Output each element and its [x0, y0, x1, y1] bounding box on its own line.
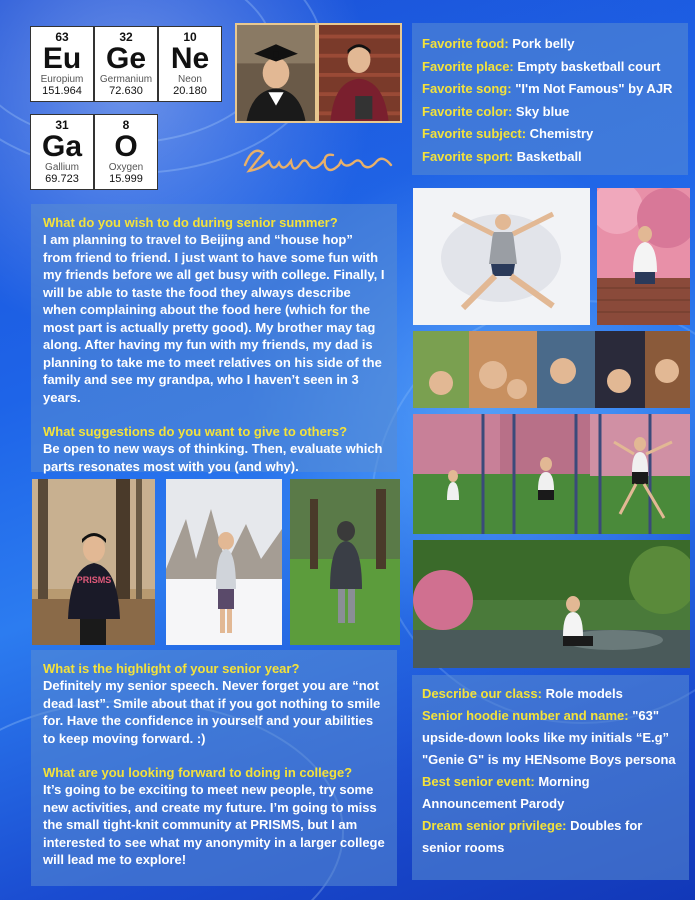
- element-tile-ga: [30, 114, 94, 190]
- autumn-forest-photo: [32, 479, 155, 645]
- qa-panel-bottom: [31, 650, 397, 886]
- favorite-sport: Favorite sport: Basketball: [422, 148, 582, 164]
- element-name: Oxygen: [108, 162, 144, 173]
- qa-panel-top: [31, 204, 397, 472]
- favorite-food: Favorite food: Pork belly: [422, 36, 575, 51]
- favorite-color: Favorite color: Sky blue: [422, 103, 570, 119]
- hoodie-number-name: Senior hoodie number and name: "63" upside-down looks like my initials “E.g” "Genie G" is my HENsome Boys persona: [422, 708, 676, 767]
- element-symbol: Ne: [170, 42, 210, 75]
- element-symbol: Ge: [105, 42, 147, 75]
- favorite-place: Favorite place: Empty basketball court: [422, 58, 661, 74]
- signature-graphic: [235, 135, 405, 190]
- graduation-photo: [235, 23, 317, 123]
- friends-selfie-collage: [413, 331, 690, 408]
- element-tile-ne: [158, 26, 222, 102]
- maroon-shirt-photo: [317, 23, 402, 123]
- swing-photo-3: [590, 414, 690, 534]
- element-name: Germanium: [99, 74, 153, 85]
- element-mass: 20.180: [173, 85, 207, 97]
- element-symbol: Eu: [42, 42, 82, 75]
- element-name: Neon: [178, 74, 202, 85]
- favorite-subject: Favorite subject: Chemistry: [422, 126, 594, 141]
- cherry-blossom-photo: [597, 188, 690, 325]
- element-mass: 151.964: [42, 85, 82, 97]
- garden-pond-photo: [413, 540, 690, 668]
- dream-senior-privilege: Dream senior privilege: Doubles for senior rooms: [422, 818, 643, 855]
- element-name: Gallium: [45, 162, 79, 173]
- shirt-text: PRISMS: [76, 575, 112, 585]
- favorite-song: Favorite song: "I'm Not Famous" by AJR: [422, 81, 673, 96]
- best-senior-event: Best senior event: Morning Announcement Parody: [422, 774, 590, 811]
- element-tile-ge: [94, 26, 158, 102]
- element-mass: 72.630: [109, 85, 143, 97]
- element-number: 8: [122, 118, 130, 132]
- element-tile-o: [94, 114, 158, 190]
- element-name: Europium: [40, 74, 84, 85]
- snow-photo: [166, 479, 282, 645]
- swing-photo-1: [413, 414, 500, 534]
- answer-suggestions: Be open to new ways of thinking. Then, evaluate which parts resonates most with you (and why).: [43, 441, 383, 474]
- element-symbol: O: [114, 130, 138, 163]
- answer-college: It’s going to be exciting to meet new people, try some new activities, and create my future. I’m going to miss the small tight-knit community at PRISMS, but I am interested to see what my anonymity in a larger college will lead me to explore!: [43, 782, 385, 867]
- swing-photo-2: [500, 414, 590, 534]
- element-symbol: Ga: [41, 130, 83, 163]
- favorites-panel: [412, 23, 688, 175]
- question-college: What are you looking forward to doing in college?: [43, 765, 353, 780]
- answer-senior-summer: I am planning to travel to Beijing and “house hop” from friend to friend. I just want to have some fun with my friends before we all get busy with college. Finally, I will be able to taste the food they always describe when complaining about the food here (which for the most part is actually pretty good). My brother may tag along. After having my fun with my friends, my dad is planning to take me to meet relatives on his side of the family and see my grandpa, who I haven’t seen in 3 years.: [43, 232, 385, 405]
- snow-angel-photo: [413, 188, 590, 325]
- class-info-panel: [412, 675, 689, 880]
- class-description: Describe our class: Role models: [422, 686, 623, 701]
- element-number: 31: [55, 118, 69, 132]
- question-suggestions: What suggestions do you want to give to others?: [43, 424, 348, 439]
- element-mass: 69.723: [45, 173, 79, 185]
- element-number: 32: [119, 30, 133, 44]
- answer-highlight: Definitely my senior speech. Never forget you are “not dead last”. Smile about that if you got nothing to smile for. Have the confidence in yourself and your abilities to keep moving forward. :): [43, 678, 381, 746]
- element-mass: 15.999: [109, 173, 143, 185]
- question-highlight: What is the highlight of your senior year?: [43, 661, 300, 676]
- element-tile-eu: [30, 26, 94, 102]
- element-number: 63: [55, 30, 69, 44]
- park-hoodie-photo: [290, 479, 400, 645]
- element-number: 10: [183, 30, 197, 44]
- question-senior-summer: What do you wish to do during senior summer?: [43, 215, 338, 230]
